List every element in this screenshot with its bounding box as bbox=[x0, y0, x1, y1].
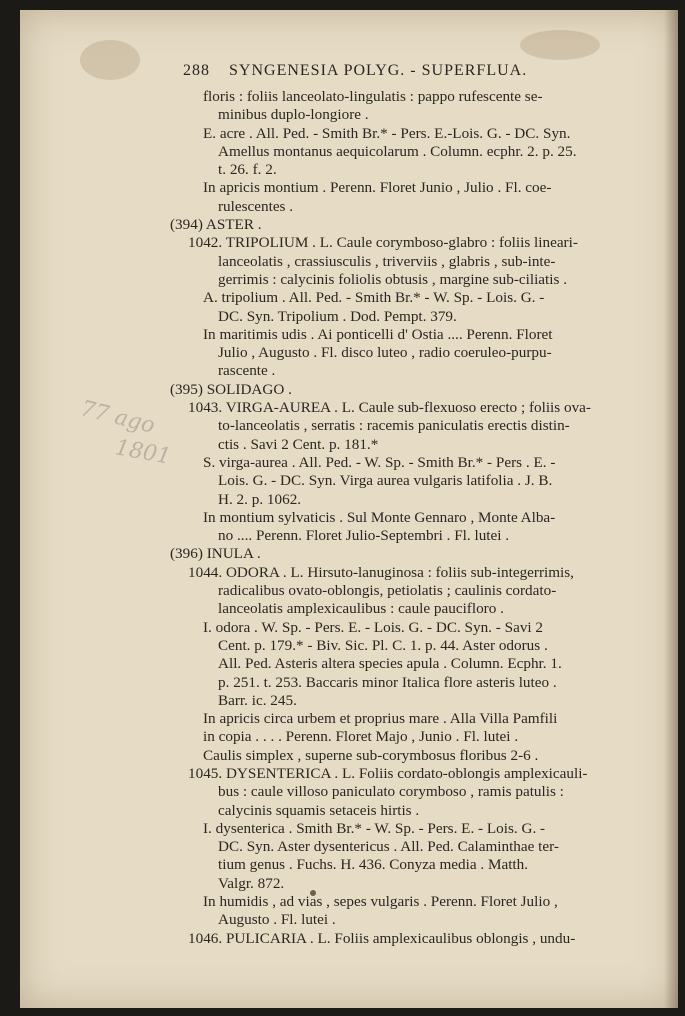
text-line: floris : foliis lanceolato-lingulatis : pappo rufescente se- bbox=[203, 88, 543, 105]
text-line: DC. Syn. Tripolium . Dod. Pempt. 379. bbox=[218, 307, 457, 325]
text-line: Barr. ic. 245. bbox=[218, 691, 297, 709]
page-number: 288 bbox=[183, 62, 210, 79]
text-line: All. Ped. Asteris altera species apula . Column. Ecphr. 1. bbox=[218, 655, 562, 673]
species-entry: 1046. PULICARIA . L. Foliis amplexicaulibus oblongis , undu- bbox=[188, 929, 576, 947]
text-line: I. dysenterica . Smith Br.* - W. Sp. - Pers. E. - Lois. G. - bbox=[203, 819, 546, 837]
book-page bbox=[20, 10, 678, 1008]
text-line: bus : caule villoso paniculato corymboso , ramis patulis : bbox=[218, 783, 564, 801]
text-line: Cent. p. 179.* - Biv. Sic. Pl. C. 1. p. 44. Aster odorus . bbox=[218, 636, 548, 654]
header-title: SYNGENESIA POLYG. - SUPERFLUA. bbox=[229, 62, 528, 79]
text-line: DC. Syn. Aster dysentericus . All. Ped. Calaminthae ter- bbox=[218, 838, 559, 856]
body-text bbox=[20, 88, 678, 948]
text-line: lanceolatis , crassiusculis , triverviis , glabris , sub-inte- bbox=[218, 252, 556, 270]
text-line: minibus duplo-longiore . bbox=[218, 106, 369, 124]
text-line: Valgr. 872. bbox=[218, 874, 285, 892]
text-line: Caulis simplex , superne sub-corymbosus floribus 2-6 . bbox=[203, 746, 539, 764]
species-entry: 1042. TRIPOLIUM . L. Caule corymboso-glabro : foliis lineari- bbox=[188, 234, 578, 252]
text-line: tium genus . Fuchs. H. 436. Conyza media . Matth. bbox=[218, 856, 529, 874]
text-line: I. odora . W. Sp. - Pers. E. - Lois. G. - DC. Syn. - Savi 2 bbox=[203, 618, 544, 636]
running-header bbox=[183, 62, 643, 80]
pencil-note: 77 ago bbox=[78, 396, 158, 439]
species-entry: 1045. DYSENTERICA . L. Foliis cordato-oblongis amplexicauli- bbox=[188, 764, 588, 782]
text-line: rascente . bbox=[218, 362, 276, 380]
text-line: Julio , Augusto . Fl. disco luteo , radio coeruleo-purpu- bbox=[218, 344, 552, 362]
text-line: gerrimis : calycinis foliolis obtusis , margine sub-ciliatis . bbox=[218, 270, 567, 288]
text-line: radicalibus ovato-oblongis, petiolatis ; caulinis cordato- bbox=[218, 582, 557, 600]
text-line: In humidis , ad vias , sepes vulgaris . Perenn. Floret Julio , bbox=[203, 893, 558, 911]
genus-heading: (396) INULA . bbox=[170, 545, 261, 563]
text-line: H. 2. p. 1062. bbox=[218, 490, 302, 508]
text-line: in copia . . . . Perenn. Floret Majo , Junio . Fl. lutei . bbox=[203, 728, 519, 746]
text-line: A. tripolium . All. Ped. - Smith Br.* - W. Sp. - Lois. G. - bbox=[203, 289, 545, 307]
paper-stain bbox=[80, 40, 140, 80]
text-line: In montium sylvaticis . Sul Monte Gennaro , Monte Alba- bbox=[203, 508, 556, 526]
genus-heading: (394) ASTER . bbox=[170, 216, 262, 234]
text-line: to-lanceolatis , serratis : racemis paniculatis erectis distin- bbox=[218, 417, 570, 435]
genus-heading: (395) SOLIDAGO . bbox=[170, 380, 292, 398]
text-line: Augusto . Fl. lutei . bbox=[218, 911, 336, 929]
text-line: calycinis squamis setaceis hirtis . bbox=[218, 801, 420, 819]
species-entry: 1043. VIRGA-AUREA . L. Caule sub-flexuoso erecto ; foliis ova- bbox=[188, 399, 591, 417]
paper-stain bbox=[520, 30, 600, 60]
text-line: rulescentes . bbox=[218, 197, 294, 215]
text-line: ctis . Savi 2 Cent. p. 181.* bbox=[218, 435, 379, 453]
text-line: Amellus montanus aequicolarum . Column. ecphr. 2. p. 25. bbox=[218, 142, 577, 160]
pencil-note: 1801 bbox=[113, 435, 173, 470]
text-line: lanceolatis amplexicaulibus : caule paucifloro . bbox=[218, 600, 504, 618]
text-line: In maritimis udis . Ai ponticelli d' Ostia .... Perenn. Floret bbox=[203, 325, 553, 343]
text-line: E. acre . All. Ped. - Smith Br.* - Pers. E.-Lois. G. - DC. Syn. bbox=[203, 124, 571, 142]
text-line: no .... Perenn. Floret Julio-Septembri . Fl. lutei . bbox=[218, 527, 510, 545]
text-line: In apricis circa urbem et proprius mare . Alla Villa Pamfili bbox=[203, 710, 558, 728]
text-line: In apricis montium . Perenn. Floret Junio , Julio . Fl. coe- bbox=[203, 179, 552, 197]
text-line: Lois. G. - DC. Syn. Virga aurea vulgaris latifolia . J. B. bbox=[218, 472, 553, 490]
text-line: p. 251. t. 253. Baccaris minor Italica flore asteris luteo . bbox=[218, 673, 557, 691]
text-line: S. virga-aurea . All. Ped. - W. Sp. - Smith Br.* - Pers . E. - bbox=[203, 453, 556, 471]
species-entry: 1044. ODORA . L. Hirsuto-lanuginosa : foliis sub-integerrimis, bbox=[188, 563, 574, 581]
text-line: t. 26. f. 2. bbox=[218, 161, 277, 179]
